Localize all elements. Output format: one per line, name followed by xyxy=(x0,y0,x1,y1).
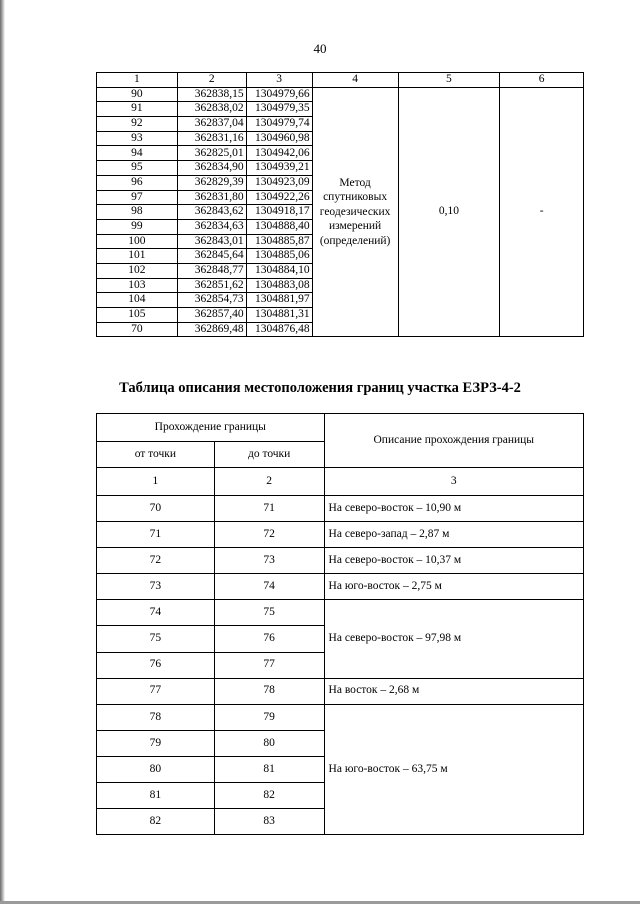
from-point: 74 xyxy=(97,600,215,626)
header-boundary-passage: Прохождение границы xyxy=(97,414,325,442)
method-line: измерений xyxy=(328,220,382,233)
to-point: 76 xyxy=(214,626,324,652)
to-point: 83 xyxy=(214,809,324,835)
method-cell xyxy=(312,87,398,337)
to-point: 74 xyxy=(214,574,324,600)
page-number: 40 xyxy=(313,41,327,56)
coord-y: 1304876,48 xyxy=(246,322,312,337)
scan-left-edge xyxy=(0,0,5,904)
to-point: 75 xyxy=(214,600,324,626)
to-point: 78 xyxy=(214,678,324,704)
coord-x: 362843,62 xyxy=(177,205,246,220)
coord-y: 1304979,66 xyxy=(246,87,312,102)
boundary-description-title: Таблица описания местоположения границ участка ЕЗРЗ-4-2 xyxy=(119,380,521,396)
coords-header-cell: 2 xyxy=(177,73,246,88)
coord-x: 362838,02 xyxy=(177,102,246,117)
coord-x: 362834,90 xyxy=(177,161,246,176)
from-point: 70 xyxy=(97,496,215,522)
coord-x: 362843,01 xyxy=(177,234,246,249)
column-number: 1 xyxy=(97,468,215,496)
from-point: 79 xyxy=(97,730,215,756)
point-number: 70 xyxy=(97,322,178,337)
desc-row xyxy=(97,678,584,704)
to-point: 77 xyxy=(214,652,324,678)
segment-description: На юго-восток – 63,75 м xyxy=(324,704,583,834)
coords-header-cell: 3 xyxy=(246,73,312,88)
from-point: 78 xyxy=(97,704,215,730)
desc-row xyxy=(97,548,584,574)
desc-header-row xyxy=(97,414,584,442)
coord-x: 362851,62 xyxy=(177,278,246,293)
header-from-point: от точки xyxy=(97,442,215,468)
point-number: 104 xyxy=(97,293,178,308)
from-point: 80 xyxy=(97,756,215,782)
from-point: 71 xyxy=(97,522,215,548)
point-number: 96 xyxy=(97,175,178,190)
coord-y: 1304885,87 xyxy=(246,234,312,249)
segment-description: На восток – 2,68 м xyxy=(324,678,583,704)
point-number: 93 xyxy=(97,131,178,146)
point-number: 90 xyxy=(97,87,178,102)
column-6-cell: - xyxy=(500,87,584,337)
segment-description: На юго-восток – 2,75 м xyxy=(324,574,583,600)
to-point: 73 xyxy=(214,548,324,574)
point-number: 99 xyxy=(97,219,178,234)
coord-y: 1304979,35 xyxy=(246,102,312,117)
coord-y: 1304884,10 xyxy=(246,263,312,278)
point-number: 98 xyxy=(97,205,178,220)
desc-row xyxy=(97,522,584,548)
coord-y: 1304939,21 xyxy=(246,161,312,176)
coords-header-cell: 6 xyxy=(500,73,584,88)
coord-x: 362834,63 xyxy=(177,219,246,234)
segment-description: На северо-запад – 2,87 м xyxy=(324,522,583,548)
coord-x: 362857,40 xyxy=(177,308,246,323)
boundary-description-table xyxy=(96,413,584,835)
from-point: 73 xyxy=(97,574,215,600)
coord-x: 362848,77 xyxy=(177,263,246,278)
from-point: 81 xyxy=(97,783,215,809)
coord-x: 362838,15 xyxy=(177,87,246,102)
coords-header-cell: 4 xyxy=(312,73,398,88)
segment-description: На северо-восток – 10,37 м xyxy=(324,548,583,574)
to-point: 82 xyxy=(214,783,324,809)
point-number: 91 xyxy=(97,102,178,117)
point-number: 100 xyxy=(97,234,178,249)
coord-x: 362854,73 xyxy=(177,293,246,308)
coord-y: 1304885,06 xyxy=(246,249,312,264)
column-number: 3 xyxy=(324,468,583,496)
coord-x: 362845,64 xyxy=(177,249,246,264)
coords-row xyxy=(97,87,584,102)
column-number: 2 xyxy=(214,468,324,496)
to-point: 71 xyxy=(214,496,324,522)
header-description: Описание прохождения границы xyxy=(324,414,583,468)
desc-row xyxy=(97,600,584,626)
point-number: 105 xyxy=(97,308,178,323)
header-to-point: до точки xyxy=(214,442,324,468)
accuracy-cell: 0,10 xyxy=(398,87,500,337)
point-number: 92 xyxy=(97,117,178,132)
coord-y: 1304881,31 xyxy=(246,308,312,323)
coord-y: 1304888,40 xyxy=(246,219,312,234)
coord-y: 1304883,08 xyxy=(246,278,312,293)
from-point: 76 xyxy=(97,652,215,678)
point-number: 97 xyxy=(97,190,178,205)
point-number: 103 xyxy=(97,278,178,293)
coord-y: 1304942,06 xyxy=(246,146,312,161)
desc-row xyxy=(97,496,584,522)
coords-header-cell: 5 xyxy=(398,73,500,88)
coords-header-cell: 1 xyxy=(97,73,178,88)
point-number: 101 xyxy=(97,249,178,264)
coord-y: 1304922,26 xyxy=(246,190,312,205)
to-point: 80 xyxy=(214,730,324,756)
method-line: (определений) xyxy=(319,234,391,247)
point-number: 94 xyxy=(97,146,178,161)
coords-header-row xyxy=(97,73,584,88)
coordinates-table xyxy=(96,72,584,337)
desc-row xyxy=(97,704,584,730)
to-point: 79 xyxy=(214,704,324,730)
desc-column-number-row xyxy=(97,468,584,496)
from-point: 75 xyxy=(97,626,215,652)
coord-y: 1304881,97 xyxy=(246,293,312,308)
method-line: геодезических xyxy=(319,205,391,218)
to-point: 81 xyxy=(214,756,324,782)
coord-x: 362829,39 xyxy=(177,175,246,190)
coord-y: 1304918,17 xyxy=(246,205,312,220)
to-point: 72 xyxy=(214,522,324,548)
point-number: 95 xyxy=(97,161,178,176)
coord-x: 362831,16 xyxy=(177,131,246,146)
from-point: 82 xyxy=(97,809,215,835)
segment-description: На северо-восток – 97,98 м xyxy=(324,600,583,678)
desc-row xyxy=(97,574,584,600)
method-line: Метод xyxy=(339,177,371,190)
coord-x: 362869,48 xyxy=(177,322,246,337)
point-number: 102 xyxy=(97,263,178,278)
coord-y: 1304979,74 xyxy=(246,117,312,132)
from-point: 72 xyxy=(97,548,215,574)
segment-description: На северо-восток – 10,90 м xyxy=(324,496,583,522)
coord-x: 362831,80 xyxy=(177,190,246,205)
coord-x: 362825,01 xyxy=(177,146,246,161)
coord-y: 1304923,09 xyxy=(246,175,312,190)
from-point: 77 xyxy=(97,678,215,704)
coord-y: 1304960,98 xyxy=(246,131,312,146)
method-line: спутниковых xyxy=(323,191,388,204)
coord-x: 362837,04 xyxy=(177,117,246,132)
